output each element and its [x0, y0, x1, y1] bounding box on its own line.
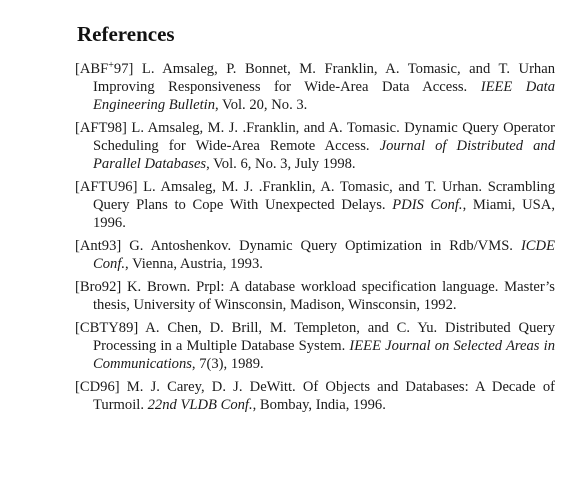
reference-venue: Journal of Distributed and Parallel Databases [93, 138, 556, 172]
reference-tail: , Vol. 6, No. 3, July 1998. [206, 156, 356, 172]
reference-body: L. Amsaleg, P. Bonnet, M. Franklin, A. Tomasic, and T. Urhan Improving Responsiveness for Wide-Area Data Access. [93, 61, 555, 95]
reference-body: G. Antoshenkov. Dynamic Query Optimization in Rdb/VMS. [129, 238, 513, 254]
reference-tail: , Vol. 20, No. 3. [215, 97, 308, 113]
reference-venue: IEEE Journal on Selected Areas in Communications [93, 338, 555, 372]
reference-venue: 22nd VLDB Conf. [147, 397, 253, 413]
citation-key: [Ant93] [75, 238, 122, 254]
citation-key: [CBTY89] [75, 320, 139, 336]
citation-key: [ABF+97] [75, 60, 134, 77]
reference-body: L. Amsaleg, M. J. .Franklin, A. Tomasic, and T. Urhan. Scrambling Query Plans to Cope With Unexpected Delays. [93, 179, 555, 213]
reference-venue: PDIS Conf. [392, 197, 463, 213]
citation-key-base: CD96 [79, 379, 115, 395]
reference-item [75, 237, 555, 273]
reference-tail: , Miami, USA, 1996. [93, 197, 555, 231]
reference-item [75, 60, 555, 114]
citation-key: [Bro92] [75, 279, 122, 295]
reference-body: A. Chen, D. Brill, M. Templeton, and C. Yu. Distributed Query Processing in a Multiple Database System. [93, 320, 555, 354]
reference-body: L. Amsaleg, M. J. .Franklin, and A. Tomasic. Dynamic Query Operator Scheduling for Wide-Area Remote Access. [93, 120, 555, 154]
citation-key-end: 97 [113, 61, 129, 77]
reference-item [75, 378, 555, 414]
citation-key-base: Ant93 [79, 238, 117, 254]
reference-tail: , 7(3), 1989. [191, 356, 264, 372]
citation-key-base: AFTU96 [79, 179, 133, 195]
section-heading: References [77, 22, 175, 46]
citation-key-base: ABF [79, 61, 109, 77]
reference-item [75, 178, 555, 232]
reference-body: K. Brown. Prpl: A database workload specification language. Master’s thesis, University of Winsconsin, Madison, Winsconsin, 1992. [93, 279, 555, 313]
reference-venue: ICDE Conf. [93, 238, 555, 272]
reference-item [75, 319, 555, 373]
citation-key-base: Bro92 [79, 279, 117, 295]
reference-body: M. J. Carey, D. J. DeWitt. Of Objects and Databases: A Decade of Turmoil. [93, 379, 555, 413]
reference-list [75, 60, 555, 414]
reference-tail: , Vienna, Austria, 1993. [125, 256, 263, 272]
citation-key-base: AFT98 [79, 120, 123, 136]
citation-key: [CD96] [75, 379, 120, 395]
reference-item [75, 278, 555, 314]
citation-key-superscript: + [108, 60, 114, 71]
references-section [75, 22, 555, 419]
citation-key: [AFTU96] [75, 179, 138, 195]
citation-key: [AFT98] [75, 120, 127, 136]
reference-tail: , Bombay, India, 1996. [252, 397, 386, 413]
reference-item [75, 119, 555, 173]
reference-venue: IEEE Data Engineering Bulletin [93, 79, 555, 113]
citation-key-base: CBTY89 [79, 320, 134, 336]
